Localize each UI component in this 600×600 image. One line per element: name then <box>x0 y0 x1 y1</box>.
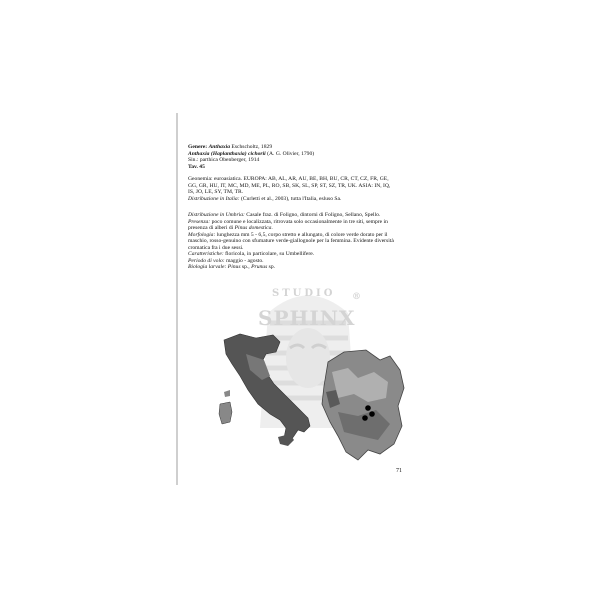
species-line <box>188 151 416 157</box>
record-point <box>365 405 371 411</box>
page-number: 71 <box>396 468 402 474</box>
geonemia-line-2: GG, GR, HU, IT, MC, MD, ME, PL, RO, SB, SK, SL, SP, ST, SZ, TR, UK. ASIA: IN, IQ, <box>188 182 391 189</box>
larva-sep: sp., <box>240 264 252 270</box>
record-point <box>362 415 368 421</box>
larval-biology-line <box>188 264 416 270</box>
larval-biology-label: Biologia larvale: <box>188 264 227 270</box>
plate-line: Tav. 45 <box>188 163 205 170</box>
flight-period-text: maggio - agosto. <box>224 257 264 264</box>
umbria-text: Casale fraz. di Foligno, dintorni di Foligno, Sellano, Spello. <box>244 212 381 218</box>
presence-end: . <box>271 225 273 231</box>
presence-tree: Pinus domestica <box>234 225 272 231</box>
corsica-shape <box>224 390 230 397</box>
genus-name: Anthaxia <box>208 144 231 150</box>
larva-host-2: Prunus <box>251 264 268 270</box>
geonemia-line-3: IS, JO, LE, SY, TM, TR. <box>188 189 244 195</box>
species-author: (A. G. Olivier, 1790) <box>267 150 315 157</box>
italy-distribution-line <box>188 196 416 202</box>
morphology-line-2: maschio, rosso-genuino con sfumature verde-giallognole per la femmina. Evidente diversità <box>188 238 394 244</box>
umbria-map <box>322 350 404 460</box>
characteristics-label: Caratteristiche: <box>188 251 224 257</box>
genus-line <box>188 144 416 150</box>
morphology-label: Morfologia: <box>188 231 216 238</box>
umbria-distribution-line <box>188 212 416 218</box>
watermark-main-text: SPHINX <box>258 306 356 330</box>
larva-host-1: Pinus <box>226 264 241 270</box>
watermark-top-text: STUDIO <box>272 288 336 299</box>
genus-author: Eschscholtz, 1829 <box>231 144 273 150</box>
geonemia-line-1: Geonemia: euroasiatica. EUROPA: AB, AL, AR, AU, BE, BH, BU, CR, CT, CZ, FR, GE, <box>188 176 389 182</box>
italy-map <box>219 334 310 446</box>
characteristics-line <box>188 251 416 257</box>
umbria-label: Distribuzione in Umbria: <box>188 212 245 218</box>
presence-label: Presenza: <box>188 218 211 225</box>
synonym-line: Sin.: parthica Obenberger, 1914 <box>188 157 260 163</box>
presence-line-1 <box>188 219 416 225</box>
genus-label: Genere: <box>188 144 208 150</box>
italy-text: (Curletti et al., 2003), tutta l'Italia, esluso Sa. <box>239 195 342 202</box>
morphology-text: lunghezza mm 5 - 6,5, corpo stretto e allungato, di colore verde dorato per il <box>215 231 388 238</box>
distribution-maps <box>218 332 418 467</box>
species-name: Anthaxia (Haplanthaxia) cichorii <box>188 150 266 157</box>
record-point <box>369 411 375 417</box>
sardinia-shape <box>219 402 232 424</box>
flight-period-label: Periodo di volo: <box>188 257 225 264</box>
morphology-line-3: cromatica fra i due sessi. <box>188 244 244 251</box>
watermark-registered-mark: ® <box>352 292 361 302</box>
italy-label: Distribuzione in Italia: <box>188 195 240 202</box>
presence-text: poco comune e localizzata, ritrovata solo occasionalmente in tre siti, sempre in <box>210 218 388 225</box>
flight-period-line <box>188 258 416 264</box>
larva-end: sp. <box>267 264 276 270</box>
presence-text-2: presenza di alberi di <box>188 225 235 231</box>
morphology-line-1 <box>188 232 416 238</box>
characteristics-text: floricola, in particolare, su Umbellifere. <box>223 251 315 257</box>
presence-line-2 <box>188 225 416 231</box>
maps-svg <box>218 332 418 467</box>
